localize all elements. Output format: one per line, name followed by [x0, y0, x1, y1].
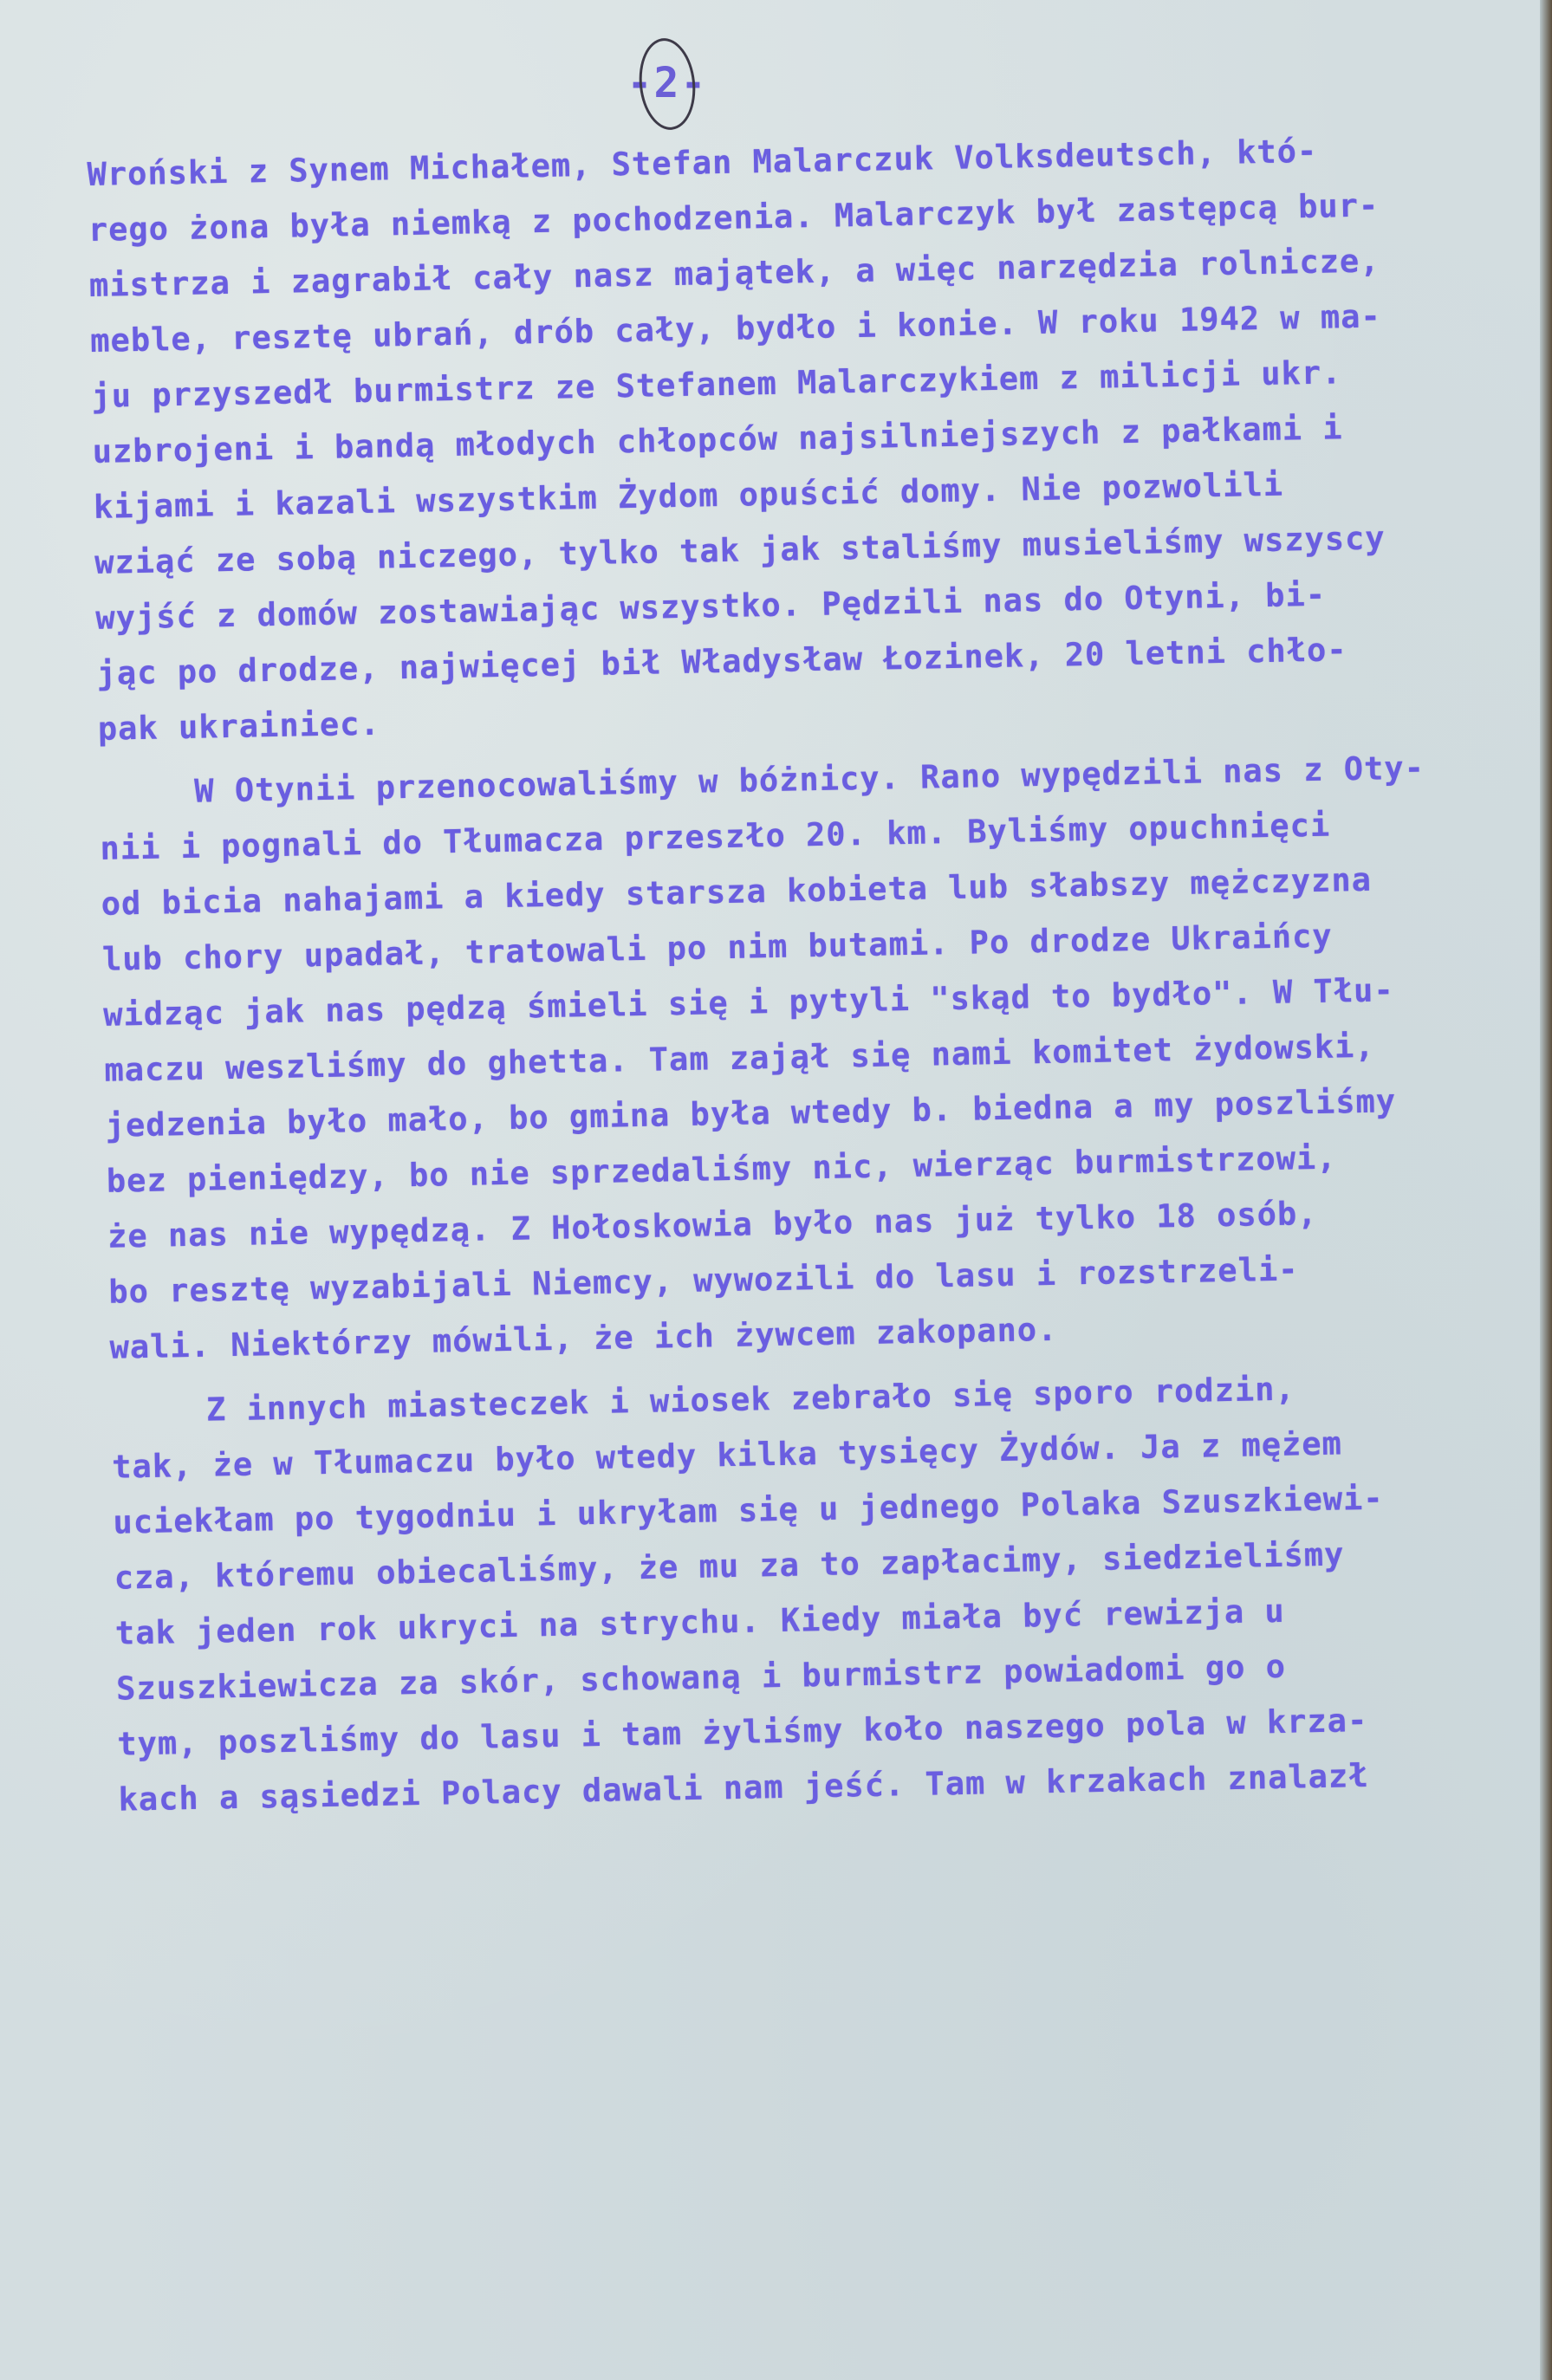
text-line: kach a sąsiedzi Polacy dawali nam jeść. Tam w krzakach znalazł	[118, 1756, 1369, 1819]
page-number-text: -2-	[627, 59, 708, 107]
paragraph-start-line: Z innych miasteczek i wiosek zebrało się sporo rodzin,	[205, 1370, 1296, 1429]
text-line: że nas nie wypędzą. Z Hołoskowia było nas już tylko 18 osób,	[107, 1194, 1318, 1255]
text-line: nii i pognali do Tłumacza przeszło 20. km. Byliśmy opuchnięci	[100, 806, 1331, 867]
text-line: mistrza i zagrabił cały nasz majątek, a więc narzędzia rolnicze,	[88, 242, 1380, 304]
text-line: od bicia nahajami a kiedy starsza kobieta lub słabszy mężczyzna	[101, 860, 1373, 923]
text-line: jąc po drodze, najwięcej bił Władysław Łozinek, 20 letni chło-	[96, 631, 1347, 692]
text-line: uciekłam po tygodniu i ukryłam się u jednego Polaka Szuszkiewi-	[113, 1479, 1385, 1541]
text-line: tak, że w Tłumaczu było wtedy kilka tysięcy Żydów. Ja z mężem	[111, 1424, 1343, 1486]
page-number	[598, 31, 737, 135]
text-line: jedzenia było mało, bo gmina była wtedy b. biedna a my poszliśmy	[105, 1082, 1397, 1145]
text-line: maczu weszliśmy do ghetta. Tam zajął się nami komitet żydowski,	[104, 1027, 1375, 1089]
text-line: bez pieniędzy, bo nie sprzedaliśmy nic, wierząc burmistrzowi,	[106, 1138, 1337, 1200]
text-line: kijami i kazali wszystkim Żydom opuścić domy. Nie pozwolili	[93, 465, 1284, 526]
paragraph-start-line: W Otynii przenocowaliśmy w bóżnicy. Rano wypędzili nas z Oty-	[193, 749, 1425, 810]
text-line: wyjść z domów zostawiając wszystko. Pędzili nas do Otyni, bi-	[95, 575, 1327, 637]
text-line: tym, poszliśmy do lasu i tam żyliśmy koło naszego pola w krza-	[116, 1701, 1368, 1763]
text-line: pak ukrainiec.	[97, 704, 381, 748]
text-line: Szuszkiewicza za skór, schowaną i burmistrz powiadomi go o	[115, 1647, 1287, 1708]
typewritten-text-block	[87, 120, 1552, 1828]
text-line: lub chory upadał, tratowali po nim butami. Po drodze Ukraińcy	[101, 917, 1333, 978]
text-line: rego żona była niemką z pochodzenia. Malarczyk był zastępcą bur-	[88, 186, 1380, 249]
text-line: ju przyszedł burmistrz ze Stefanem Malarczykiem z milicji ukr.	[91, 353, 1342, 415]
text-line: Wroński z Synem Michałem, Stefan Malarczuk Volksdeutsch, któ-	[87, 132, 1318, 193]
text-line: uzbrojeni i bandą młodych chłopców najsilniejszych z pałkami i	[92, 409, 1344, 470]
page-edge-shadow	[1540, 0, 1552, 2380]
text-line: cza, któremu obiecaliśmy, że mu za to zapłacimy, siedzieliśmy	[114, 1535, 1345, 1597]
text-line: wziąć ze sobą niczego, tylko tak jak staliśmy musieliśmy wszyscy	[94, 519, 1386, 581]
text-line: meble, resztę ubrań, drób cały, bydło i konie. W roku 1942 w ma-	[89, 297, 1382, 360]
text-line: widząc jak nas pędzą śmieli się i pytyli "skąd to bydło". W Tłu-	[102, 971, 1395, 1034]
text-line: bo resztę wyzabijali Niemcy, wywozili do lasu i rozstrzeli-	[107, 1250, 1299, 1311]
text-line: tak jeden rok ukryci na strychu. Kiedy miała być rewizja u	[114, 1592, 1286, 1652]
handwritten-circle-mark	[635, 36, 700, 133]
text-line: wali. Niektórzy mówili, że ich żywcem zakopano.	[109, 1310, 1058, 1366]
